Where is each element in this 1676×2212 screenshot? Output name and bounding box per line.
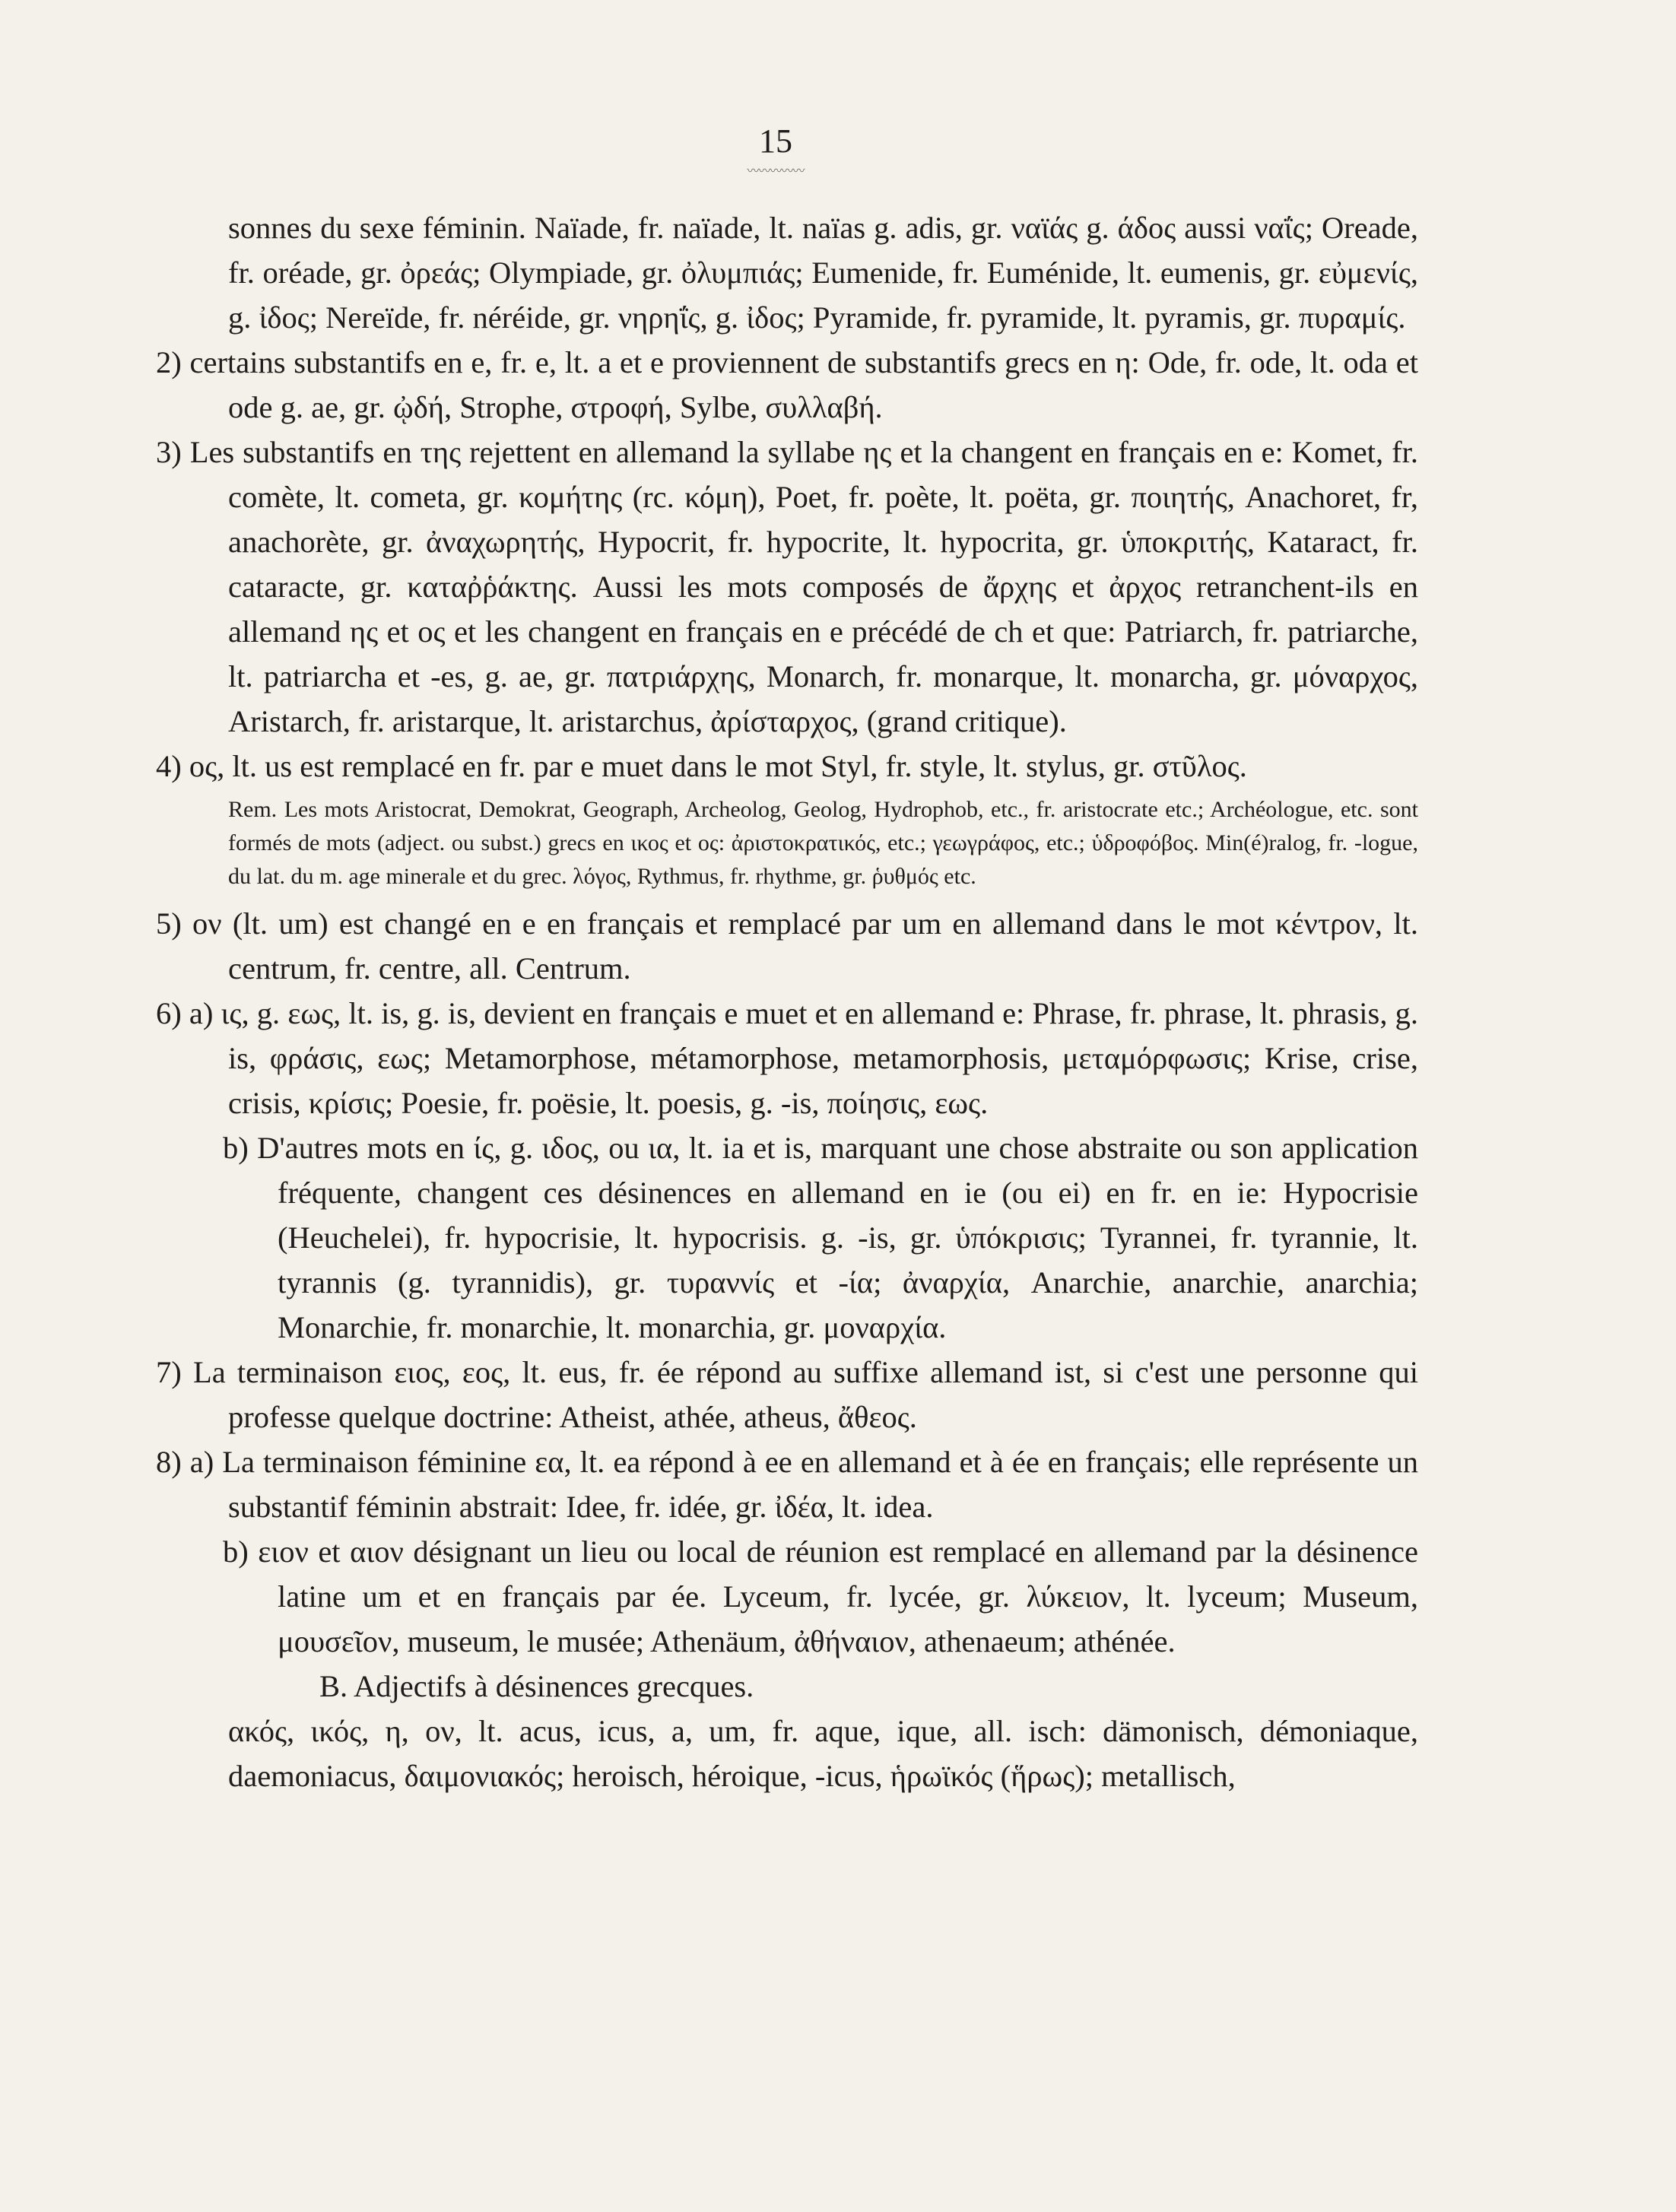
paragraph-8b: b) ειον et αιον désignant un lieu ou local de réunion est remplacé en allemand par la désinence latine um et en français par ée. Lyceum, fr. lycée, gr. λύκειον, lt. lyceum; Museum, μουσεῖον, museum, le musée; Athenäum, ἀθήναιον, athenaeum; athénée.: [223, 1534, 1418, 1658]
paragraph-adjectives: ακός, ικός, η, ον, lt. acus, icus, a, um, fr. aque, ique, all. isch: dämonisch, démoniaque, daemoniacus, δαιμονιακός; heroisch, héroique, -icus, ἡρωϊκός (ἥρως); metallisch,: [228, 1714, 1418, 1793]
paragraph-2: 2) certains substantifs en e, fr. e, lt. a et e proviennent de substantifs grecs en η: Ode, fr. ode, lt. oda et ode g. ae, gr. ᾠδή, Strophe, στροφή, Sylbe, συλλαβή.: [156, 345, 1418, 424]
paragraph-8a: 8) a) La terminaison féminine εα, lt. ea répond à ee en allemand et à ée en français; elle représente un substantif féminin abstrait: Idee, fr. idée, gr. ἰδέα, lt. idea.: [156, 1445, 1418, 1524]
paragraph-continuation: sonnes du sexe féminin. Naïade, fr. naïade, lt. naïas g. adis, gr. ναϊάς g. άδος aussi ναΐς; Oreade, fr. oréade, gr. ὀρεάς; Olympiade, gr. ὀλυμπιάς; Eumenide, fr. Euménide, lt. eumenis, gr. εὐμενίς, g. ἰδος; Nereïde, fr. néréide, gr. νηρηΐς, g. ἰδος; Pyramide, fr. pyramide, lt. pyramis, gr. πυραμίς.: [228, 211, 1418, 335]
section-heading-b: B. Adjectifs à désinences grecques.: [319, 1669, 754, 1703]
paragraph-7: 7) La terminaison ειος, εος, lt. eus, fr. ée répond au suffixe allemand ist, si c'est une personne qui professe quelque doctrine: Atheist, athée, atheus, ἄθεος.: [156, 1355, 1418, 1434]
paragraph-6b: b) D'autres mots en ίς, g. ιδος, ou ια, lt. ia et is, marquant une chose abstraite ou son application fréquente, changent ces désinences en allemand en ie (ou ei) en fr. en ie: Hypocrisie (Heuchelei), fr. hypocrisie, lt. hypocrisis. g. -is, gr. ὑπόκρισις; Tyrannei, fr. tyrannie, lt. tyrannis (g. tyrannidis), gr. τυραννίς et -ία; ἀναρχία, Anarchie, anarchie, anarchia; Monarchie, fr. monarchie, lt. monarchia, gr. μοναρχία.: [223, 1131, 1418, 1344]
ornamental-rule: 〰〰〰〰〰: [747, 165, 805, 178]
paragraph-4: 4) ος, lt. us est remplacé en fr. par e muet dans le mot Styl, fr. style, lt. stylus, gr. στῦλος.: [156, 749, 1247, 783]
page-number: 15: [759, 122, 792, 160]
paragraph-5: 5) ον (lt. um) est changé en e en français et remplacé par um en allemand dans le mot κέντρον, lt. centrum, fr. centre, all. Centrum.: [156, 906, 1418, 985]
remark-note: Rem. Les mots Aristocrat, Demokrat, Geograph, Archeolog, Geolog, Hydrophob, etc., fr. aristocrate etc.; Archéologue, etc. sont formés de mots (adject. ou subst.) grecs en ικος et ος: ἀριστοκρατικός, etc.; γεωγράφος, etc.; ὑδροφόβος. Min(é)ralog, fr. -logue, du lat. du m. age minerale et du grec. λόγος, Rythmus, fr. rhythme, gr. ῥυθμός etc.: [228, 797, 1418, 889]
body-text: [156, 205, 1418, 1798]
paragraph-6a: 6) a) ις, g. εως, lt. is, g. is, devient en français e muet et en allemand e: Phrase, fr. phrase, lt. phrasis, g. is, φράσις, εως; Metamorphose, métamorphose, metamorphosis, μεταμόρφωσις; Krise, crise, crisis, κρίσις; Poesie, fr. poësie, lt. poesis, g. -is, ποίησις, εως.: [156, 996, 1418, 1120]
paragraph-3: 3) Les substantifs en της rejettent en allemand la syllabe ης et la changent en français en e: Komet, fr. comète, lt. cometa, gr. κομήτης (rc. κόμη), Poet, fr. poète, lt. poëta, gr. ποιητής, Anachoret, fr, anachorète, gr. ἀναχωρητής, Hypocrit, fr. hypocrite, lt. hypocrita, gr. ὑποκριτής, Kataract, fr. cataracte, gr. καταῤῥάκτης. Aussi les mots composés de ἄρχης et ἀρχος retranchent-ils en allemand ης et ος et les changent en français en e précédé de ch et que: Patriarch, fr. patriarche, lt. patriarcha et -es, g. ae, gr. πατριάρχης, Monarch, fr. monarque, lt. monarcha, gr. μόναρχος, Aristarch, fr. aristarque, lt. aristarchus, ἀρίσταρχος, (grand critique).: [156, 435, 1418, 738]
